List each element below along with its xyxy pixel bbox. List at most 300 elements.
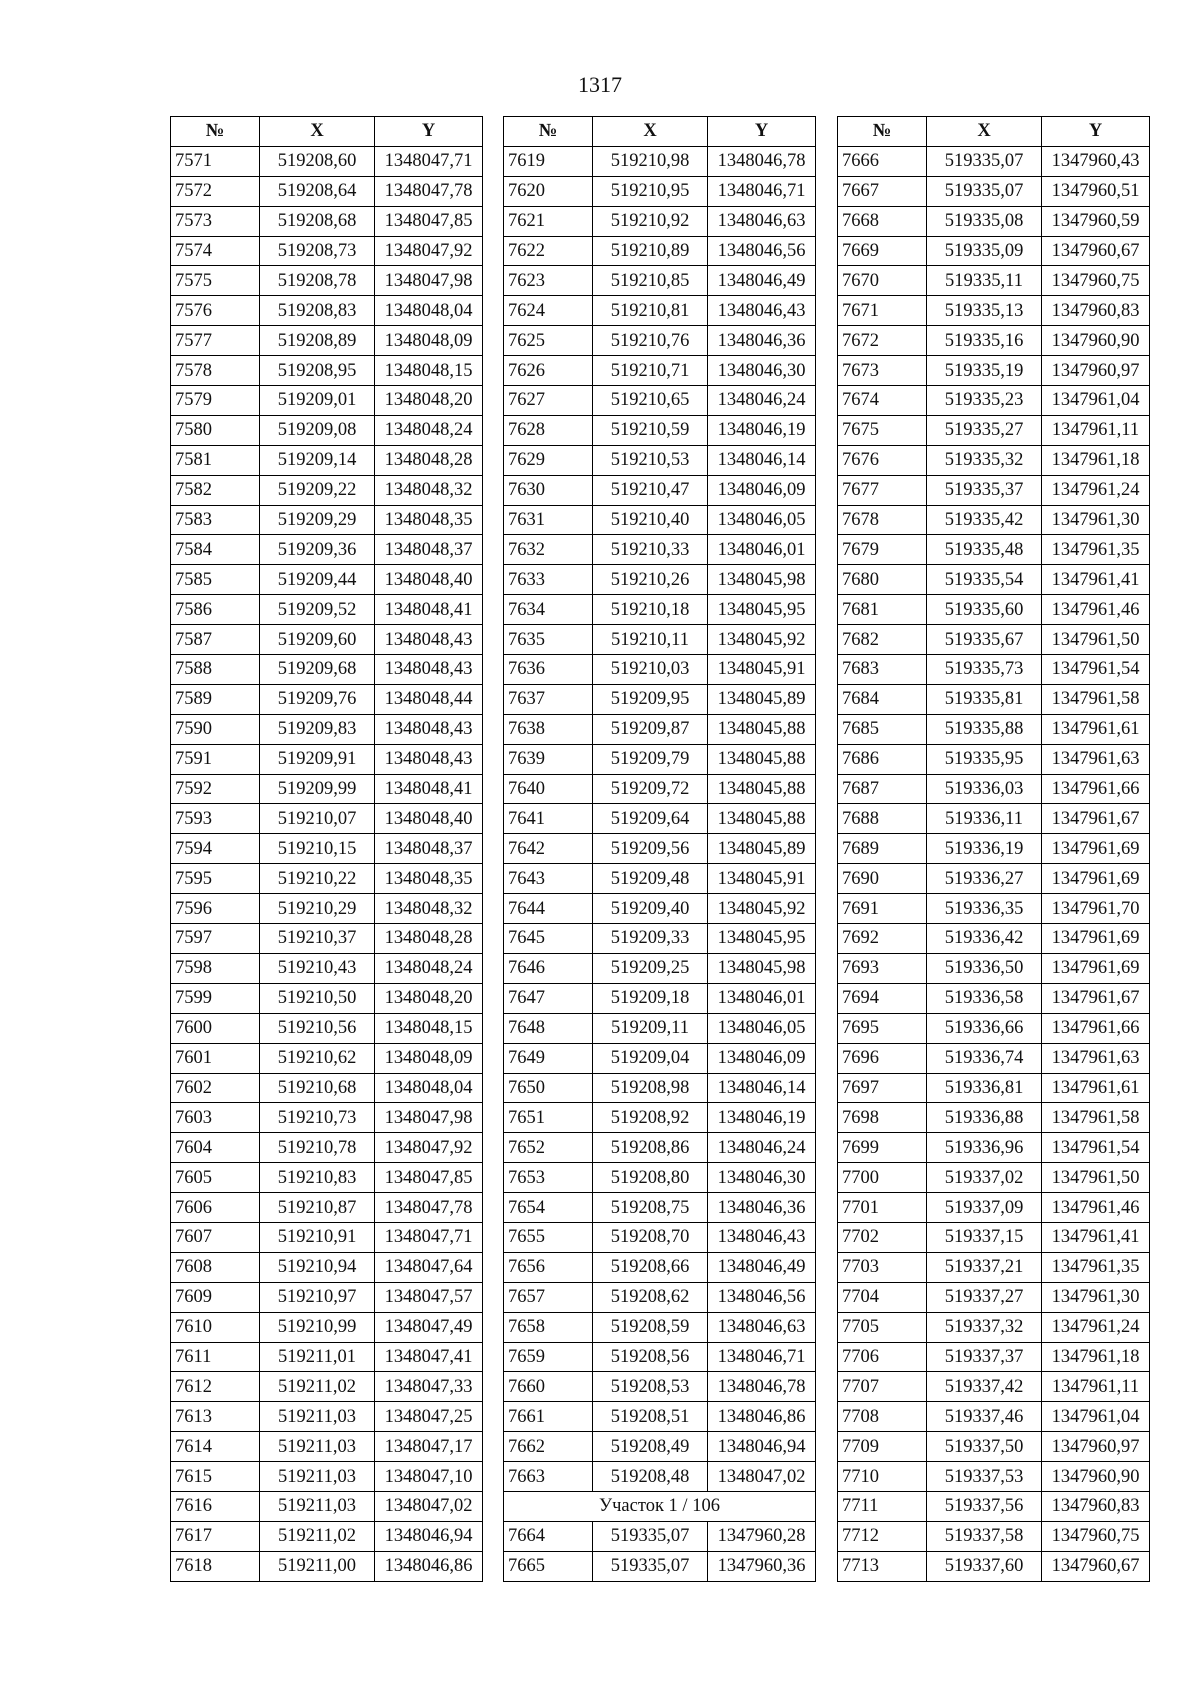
- x-coordinate: 519209,95: [593, 684, 708, 714]
- y-coordinate: 1348046,01: [708, 535, 816, 565]
- point-number: 7614: [171, 1432, 260, 1462]
- point-number: 7626: [504, 356, 593, 386]
- y-coordinate: 1347961,24: [1042, 475, 1150, 505]
- table-row: [171, 1073, 483, 1103]
- x-coordinate: 519210,76: [593, 326, 708, 356]
- y-coordinate: 1347960,97: [1042, 1432, 1150, 1462]
- point-number: 7648: [504, 1013, 593, 1043]
- x-coordinate: 519210,03: [593, 655, 708, 685]
- y-coordinate: 1347961,30: [1042, 1282, 1150, 1312]
- table-row: [504, 983, 816, 1013]
- table-row: [171, 834, 483, 864]
- table-row: [171, 356, 483, 386]
- y-coordinate: 1347961,35: [1042, 535, 1150, 565]
- x-coordinate: 519210,33: [593, 535, 708, 565]
- y-coordinate: 1347960,83: [1042, 296, 1150, 326]
- x-coordinate: 519210,22: [260, 864, 375, 894]
- point-number: 7630: [504, 475, 593, 505]
- x-coordinate: 519335,67: [927, 625, 1042, 655]
- table-row: [504, 415, 816, 445]
- point-number: 7629: [504, 445, 593, 475]
- x-coordinate: 519209,48: [593, 864, 708, 894]
- y-coordinate: 1347961,41: [1042, 1222, 1150, 1252]
- x-coordinate: 519210,47: [593, 475, 708, 505]
- y-coordinate: 1347961,63: [1042, 1043, 1150, 1073]
- y-coordinate: 1348048,43: [375, 625, 483, 655]
- table-row: [171, 565, 483, 595]
- table-row: [838, 1491, 1150, 1521]
- y-coordinate: 1348045,95: [708, 924, 816, 954]
- point-number: 7591: [171, 744, 260, 774]
- table-row: [171, 1282, 483, 1312]
- x-coordinate: 519335,81: [927, 684, 1042, 714]
- x-coordinate: 519209,18: [593, 983, 708, 1013]
- table-header-row: [838, 117, 1150, 147]
- y-coordinate: 1348046,30: [708, 356, 816, 386]
- y-coordinate: 1347960,67: [1042, 1551, 1150, 1581]
- point-number: 7608: [171, 1252, 260, 1282]
- x-coordinate: 519208,83: [260, 296, 375, 326]
- x-coordinate: 519210,56: [260, 1013, 375, 1043]
- table-row: [504, 176, 816, 206]
- point-number: 7678: [838, 505, 927, 535]
- coordinates-table-3: [837, 116, 1150, 1582]
- table-row: [171, 1342, 483, 1372]
- y-coordinate: 1348046,49: [708, 1252, 816, 1282]
- point-number: 7617: [171, 1521, 260, 1551]
- x-coordinate: 519337,27: [927, 1282, 1042, 1312]
- x-coordinate: 519210,18: [593, 595, 708, 625]
- point-number: 7697: [838, 1073, 927, 1103]
- x-coordinate: 519336,03: [927, 774, 1042, 804]
- table-row: [171, 804, 483, 834]
- y-coordinate: 1348045,92: [708, 625, 816, 655]
- point-number: 7684: [838, 684, 927, 714]
- x-coordinate: 519211,02: [260, 1521, 375, 1551]
- point-number: 7657: [504, 1282, 593, 1312]
- point-number: 7669: [838, 236, 927, 266]
- x-coordinate: 519337,02: [927, 1163, 1042, 1193]
- table-row: [171, 206, 483, 236]
- x-coordinate: 519336,81: [927, 1073, 1042, 1103]
- y-coordinate: 1348048,09: [375, 1043, 483, 1073]
- y-coordinate: 1347961,61: [1042, 714, 1150, 744]
- y-coordinate: 1348048,35: [375, 864, 483, 894]
- x-coordinate: 519211,03: [260, 1432, 375, 1462]
- x-coordinate: 519210,53: [593, 445, 708, 475]
- table-row: [504, 1372, 816, 1402]
- y-coordinate: 1347961,11: [1042, 1372, 1150, 1402]
- point-number: 7611: [171, 1342, 260, 1372]
- y-coordinate: 1348045,89: [708, 684, 816, 714]
- y-coordinate: 1348045,88: [708, 744, 816, 774]
- y-coordinate: 1348048,43: [375, 655, 483, 685]
- table-row: [838, 1432, 1150, 1462]
- x-coordinate: 519210,65: [593, 386, 708, 416]
- table-row: [504, 1103, 816, 1133]
- point-number: 7680: [838, 565, 927, 595]
- x-coordinate: 519211,03: [260, 1402, 375, 1432]
- x-coordinate: 519210,11: [593, 625, 708, 655]
- x-coordinate: 519337,37: [927, 1342, 1042, 1372]
- point-number: 7618: [171, 1551, 260, 1581]
- point-number: 7609: [171, 1282, 260, 1312]
- point-number: 7645: [504, 924, 593, 954]
- y-coordinate: 1347960,28: [708, 1521, 816, 1551]
- y-coordinate: 1348048,35: [375, 505, 483, 535]
- page-number: 1317: [578, 72, 622, 97]
- point-number: 7597: [171, 924, 260, 954]
- x-coordinate: 519208,92: [593, 1103, 708, 1133]
- point-number: 7703: [838, 1252, 927, 1282]
- x-coordinate: 519210,50: [260, 983, 375, 1013]
- table-row: [838, 415, 1150, 445]
- point-number: 7595: [171, 864, 260, 894]
- point-number: 7576: [171, 296, 260, 326]
- table-row: [171, 1372, 483, 1402]
- x-coordinate: 519209,04: [593, 1043, 708, 1073]
- point-number: 7662: [504, 1432, 593, 1462]
- x-coordinate: 519210,43: [260, 953, 375, 983]
- point-number: 7631: [504, 505, 593, 535]
- point-number: 7709: [838, 1432, 927, 1462]
- y-coordinate: 1347960,59: [1042, 206, 1150, 236]
- y-coordinate: 1347961,35: [1042, 1252, 1150, 1282]
- table-row: [838, 475, 1150, 505]
- x-coordinate: 519210,37: [260, 924, 375, 954]
- x-coordinate: 519208,59: [593, 1312, 708, 1342]
- table-row: [838, 894, 1150, 924]
- table-row: [171, 953, 483, 983]
- y-coordinate: 1347961,67: [1042, 983, 1150, 1013]
- table-row: [838, 1133, 1150, 1163]
- table-row: [838, 864, 1150, 894]
- x-coordinate: 519335,73: [927, 655, 1042, 685]
- table-row: [838, 804, 1150, 834]
- x-coordinate: 519337,50: [927, 1432, 1042, 1462]
- point-number: 7619: [504, 146, 593, 176]
- y-coordinate: 1348045,95: [708, 595, 816, 625]
- y-coordinate: 1348048,32: [375, 475, 483, 505]
- x-coordinate: 519336,74: [927, 1043, 1042, 1073]
- x-coordinate: 519335,54: [927, 565, 1042, 595]
- table-row: [838, 1193, 1150, 1223]
- y-coordinate: 1347960,90: [1042, 1462, 1150, 1492]
- y-coordinate: 1348047,92: [375, 1133, 483, 1163]
- y-coordinate: 1348047,25: [375, 1402, 483, 1432]
- point-number: 7625: [504, 326, 593, 356]
- x-coordinate: 519210,89: [593, 236, 708, 266]
- table-row: [838, 714, 1150, 744]
- point-number: 7667: [838, 176, 927, 206]
- table-row: [504, 1402, 816, 1432]
- y-coordinate: 1348046,94: [375, 1521, 483, 1551]
- point-number: 7702: [838, 1222, 927, 1252]
- y-coordinate: 1347961,69: [1042, 864, 1150, 894]
- point-number: 7624: [504, 296, 593, 326]
- table-row: [838, 953, 1150, 983]
- point-number: 7707: [838, 1372, 927, 1402]
- point-number: 7692: [838, 924, 927, 954]
- y-coordinate: 1348048,09: [375, 326, 483, 356]
- table-row: [504, 1521, 816, 1551]
- x-coordinate: 519335,08: [927, 206, 1042, 236]
- table-row: [504, 714, 816, 744]
- table-row: [504, 535, 816, 565]
- point-number: 7640: [504, 774, 593, 804]
- y-coordinate: 1348048,43: [375, 744, 483, 774]
- y-coordinate: 1347960,83: [1042, 1491, 1150, 1521]
- x-coordinate: 519208,89: [260, 326, 375, 356]
- x-coordinate: 519210,98: [593, 146, 708, 176]
- table-row: [504, 625, 816, 655]
- table-row: [838, 1372, 1150, 1402]
- x-coordinate: 519211,01: [260, 1342, 375, 1372]
- y-coordinate: 1347961,04: [1042, 1402, 1150, 1432]
- header-number: №: [504, 117, 593, 147]
- y-coordinate: 1348046,86: [375, 1551, 483, 1581]
- y-coordinate: 1348047,49: [375, 1312, 483, 1342]
- y-coordinate: 1348046,01: [708, 983, 816, 1013]
- point-number: 7687: [838, 774, 927, 804]
- x-coordinate: 519337,46: [927, 1402, 1042, 1432]
- point-number: 7644: [504, 894, 593, 924]
- y-coordinate: 1348048,04: [375, 296, 483, 326]
- point-number: 7676: [838, 445, 927, 475]
- point-number: 7671: [838, 296, 927, 326]
- y-coordinate: 1348045,98: [708, 565, 816, 595]
- x-coordinate: 519209,91: [260, 744, 375, 774]
- table-row: [838, 595, 1150, 625]
- y-coordinate: 1348048,20: [375, 386, 483, 416]
- y-coordinate: 1348048,40: [375, 565, 483, 595]
- point-number: 7588: [171, 655, 260, 685]
- x-coordinate: 519336,96: [927, 1133, 1042, 1163]
- table-row: [171, 864, 483, 894]
- y-coordinate: 1347961,46: [1042, 595, 1150, 625]
- y-coordinate: 1348048,24: [375, 953, 483, 983]
- point-number: 7599: [171, 983, 260, 1013]
- table-row: [171, 1222, 483, 1252]
- x-coordinate: 519337,58: [927, 1521, 1042, 1551]
- x-coordinate: 519335,19: [927, 356, 1042, 386]
- x-coordinate: 519208,70: [593, 1222, 708, 1252]
- y-coordinate: 1347961,54: [1042, 1133, 1150, 1163]
- x-coordinate: 519209,11: [593, 1013, 708, 1043]
- point-number: 7603: [171, 1103, 260, 1133]
- table-row: [838, 1222, 1150, 1252]
- x-coordinate: 519209,52: [260, 595, 375, 625]
- table-row: [504, 475, 816, 505]
- point-number: 7621: [504, 206, 593, 236]
- point-number: 7641: [504, 804, 593, 834]
- x-coordinate: 519208,98: [593, 1073, 708, 1103]
- table-row: [171, 744, 483, 774]
- point-number: 7666: [838, 146, 927, 176]
- y-coordinate: 1348046,49: [708, 266, 816, 296]
- x-coordinate: 519208,60: [260, 146, 375, 176]
- point-number: 7686: [838, 744, 927, 774]
- x-coordinate: 519337,15: [927, 1222, 1042, 1252]
- y-coordinate: 1348046,24: [708, 1133, 816, 1163]
- x-coordinate: 519210,87: [260, 1193, 375, 1223]
- point-number: 7646: [504, 953, 593, 983]
- x-coordinate: 519336,88: [927, 1103, 1042, 1133]
- point-number: 7710: [838, 1462, 927, 1492]
- table-row: [838, 236, 1150, 266]
- table-row: [504, 864, 816, 894]
- x-coordinate: 519336,58: [927, 983, 1042, 1013]
- point-number: 7642: [504, 834, 593, 864]
- y-coordinate: 1348046,30: [708, 1163, 816, 1193]
- point-number: 7574: [171, 236, 260, 266]
- table-row: [838, 386, 1150, 416]
- point-number: 7655: [504, 1222, 593, 1252]
- y-coordinate: 1347960,75: [1042, 266, 1150, 296]
- table-row: [504, 834, 816, 864]
- y-coordinate: 1347960,36: [708, 1551, 816, 1581]
- y-coordinate: 1348046,43: [708, 296, 816, 326]
- point-number: 7690: [838, 864, 927, 894]
- table-row: [171, 1402, 483, 1432]
- point-number: 7712: [838, 1521, 927, 1551]
- x-coordinate: 519211,00: [260, 1551, 375, 1581]
- y-coordinate: 1348047,02: [708, 1462, 816, 1492]
- point-number: 7610: [171, 1312, 260, 1342]
- y-coordinate: 1348046,56: [708, 236, 816, 266]
- point-number: 7615: [171, 1462, 260, 1492]
- x-coordinate: 519336,35: [927, 894, 1042, 924]
- y-coordinate: 1348047,33: [375, 1372, 483, 1402]
- x-coordinate: 519336,11: [927, 804, 1042, 834]
- table-row: [171, 176, 483, 206]
- point-number: 7698: [838, 1103, 927, 1133]
- table-row: [504, 684, 816, 714]
- point-number: 7586: [171, 595, 260, 625]
- point-number: 7633: [504, 565, 593, 595]
- point-number: 7637: [504, 684, 593, 714]
- y-coordinate: 1347960,97: [1042, 356, 1150, 386]
- y-coordinate: 1347961,69: [1042, 924, 1150, 954]
- y-coordinate: 1348048,41: [375, 774, 483, 804]
- y-coordinate: 1348047,71: [375, 146, 483, 176]
- x-coordinate: 519208,73: [260, 236, 375, 266]
- point-number: 7668: [838, 206, 927, 236]
- x-coordinate: 519335,32: [927, 445, 1042, 475]
- table-row: [838, 1342, 1150, 1372]
- x-coordinate: 519210,73: [260, 1103, 375, 1133]
- table-row: [838, 445, 1150, 475]
- point-number: 7679: [838, 535, 927, 565]
- x-coordinate: 519210,07: [260, 804, 375, 834]
- y-coordinate: 1347961,69: [1042, 834, 1150, 864]
- x-coordinate: 519208,66: [593, 1252, 708, 1282]
- x-coordinate: 519209,25: [593, 953, 708, 983]
- x-coordinate: 519337,60: [927, 1551, 1042, 1581]
- x-coordinate: 519337,21: [927, 1252, 1042, 1282]
- point-number: 7580: [171, 415, 260, 445]
- x-coordinate: 519335,95: [927, 744, 1042, 774]
- table-row: [504, 1432, 816, 1462]
- point-number: 7664: [504, 1521, 593, 1551]
- x-coordinate: 519208,95: [260, 356, 375, 386]
- x-coordinate: 519210,85: [593, 266, 708, 296]
- header-y: Y: [1042, 117, 1150, 147]
- x-coordinate: 519336,19: [927, 834, 1042, 864]
- x-coordinate: 519335,42: [927, 505, 1042, 535]
- x-coordinate: 519209,56: [593, 834, 708, 864]
- table-row: [171, 146, 483, 176]
- point-number: 7653: [504, 1163, 593, 1193]
- point-number: 7691: [838, 894, 927, 924]
- y-coordinate: 1348046,09: [708, 475, 816, 505]
- point-number: 7656: [504, 1252, 593, 1282]
- y-coordinate: 1348045,88: [708, 714, 816, 744]
- point-number: 7665: [504, 1551, 593, 1581]
- y-coordinate: 1348045,98: [708, 953, 816, 983]
- table-row: [504, 1043, 816, 1073]
- x-coordinate: 519336,27: [927, 864, 1042, 894]
- table-row: [504, 1222, 816, 1252]
- point-number: 7587: [171, 625, 260, 655]
- x-coordinate: 519335,48: [927, 535, 1042, 565]
- y-coordinate: 1348048,15: [375, 356, 483, 386]
- point-number: 7638: [504, 714, 593, 744]
- y-coordinate: 1348046,09: [708, 1043, 816, 1073]
- x-coordinate: 519210,29: [260, 894, 375, 924]
- table-row: [171, 326, 483, 356]
- point-number: 7704: [838, 1282, 927, 1312]
- y-coordinate: 1348048,28: [375, 924, 483, 954]
- x-coordinate: 519209,14: [260, 445, 375, 475]
- point-number: 7592: [171, 774, 260, 804]
- point-number: 7651: [504, 1103, 593, 1133]
- y-coordinate: 1347961,24: [1042, 1312, 1150, 1342]
- x-coordinate: 519210,91: [260, 1222, 375, 1252]
- point-number: 7632: [504, 535, 593, 565]
- point-number: 7706: [838, 1342, 927, 1372]
- x-coordinate: 519336,50: [927, 953, 1042, 983]
- point-number: 7643: [504, 864, 593, 894]
- y-coordinate: 1348047,57: [375, 1282, 483, 1312]
- y-coordinate: 1348047,98: [375, 266, 483, 296]
- table-row: [171, 983, 483, 1013]
- x-coordinate: 519337,56: [927, 1491, 1042, 1521]
- table-row: [504, 1073, 816, 1103]
- point-number: 7659: [504, 1342, 593, 1372]
- y-coordinate: 1348045,88: [708, 774, 816, 804]
- x-coordinate: 519335,37: [927, 475, 1042, 505]
- table-row: [838, 744, 1150, 774]
- table-row: [838, 684, 1150, 714]
- table-row: [504, 266, 816, 296]
- y-coordinate: 1347960,90: [1042, 326, 1150, 356]
- y-coordinate: 1348046,24: [708, 386, 816, 416]
- point-number: 7584: [171, 535, 260, 565]
- y-coordinate: 1348047,85: [375, 1163, 483, 1193]
- x-coordinate: 519208,64: [260, 176, 375, 206]
- y-coordinate: 1348048,24: [375, 415, 483, 445]
- y-coordinate: 1347961,66: [1042, 1013, 1150, 1043]
- y-coordinate: 1348047,41: [375, 1342, 483, 1372]
- y-coordinate: 1348046,63: [708, 206, 816, 236]
- x-coordinate: 519336,66: [927, 1013, 1042, 1043]
- x-coordinate: 519337,32: [927, 1312, 1042, 1342]
- point-number: 7683: [838, 655, 927, 685]
- x-coordinate: 519211,02: [260, 1372, 375, 1402]
- x-coordinate: 519335,13: [927, 296, 1042, 326]
- table-row: [838, 535, 1150, 565]
